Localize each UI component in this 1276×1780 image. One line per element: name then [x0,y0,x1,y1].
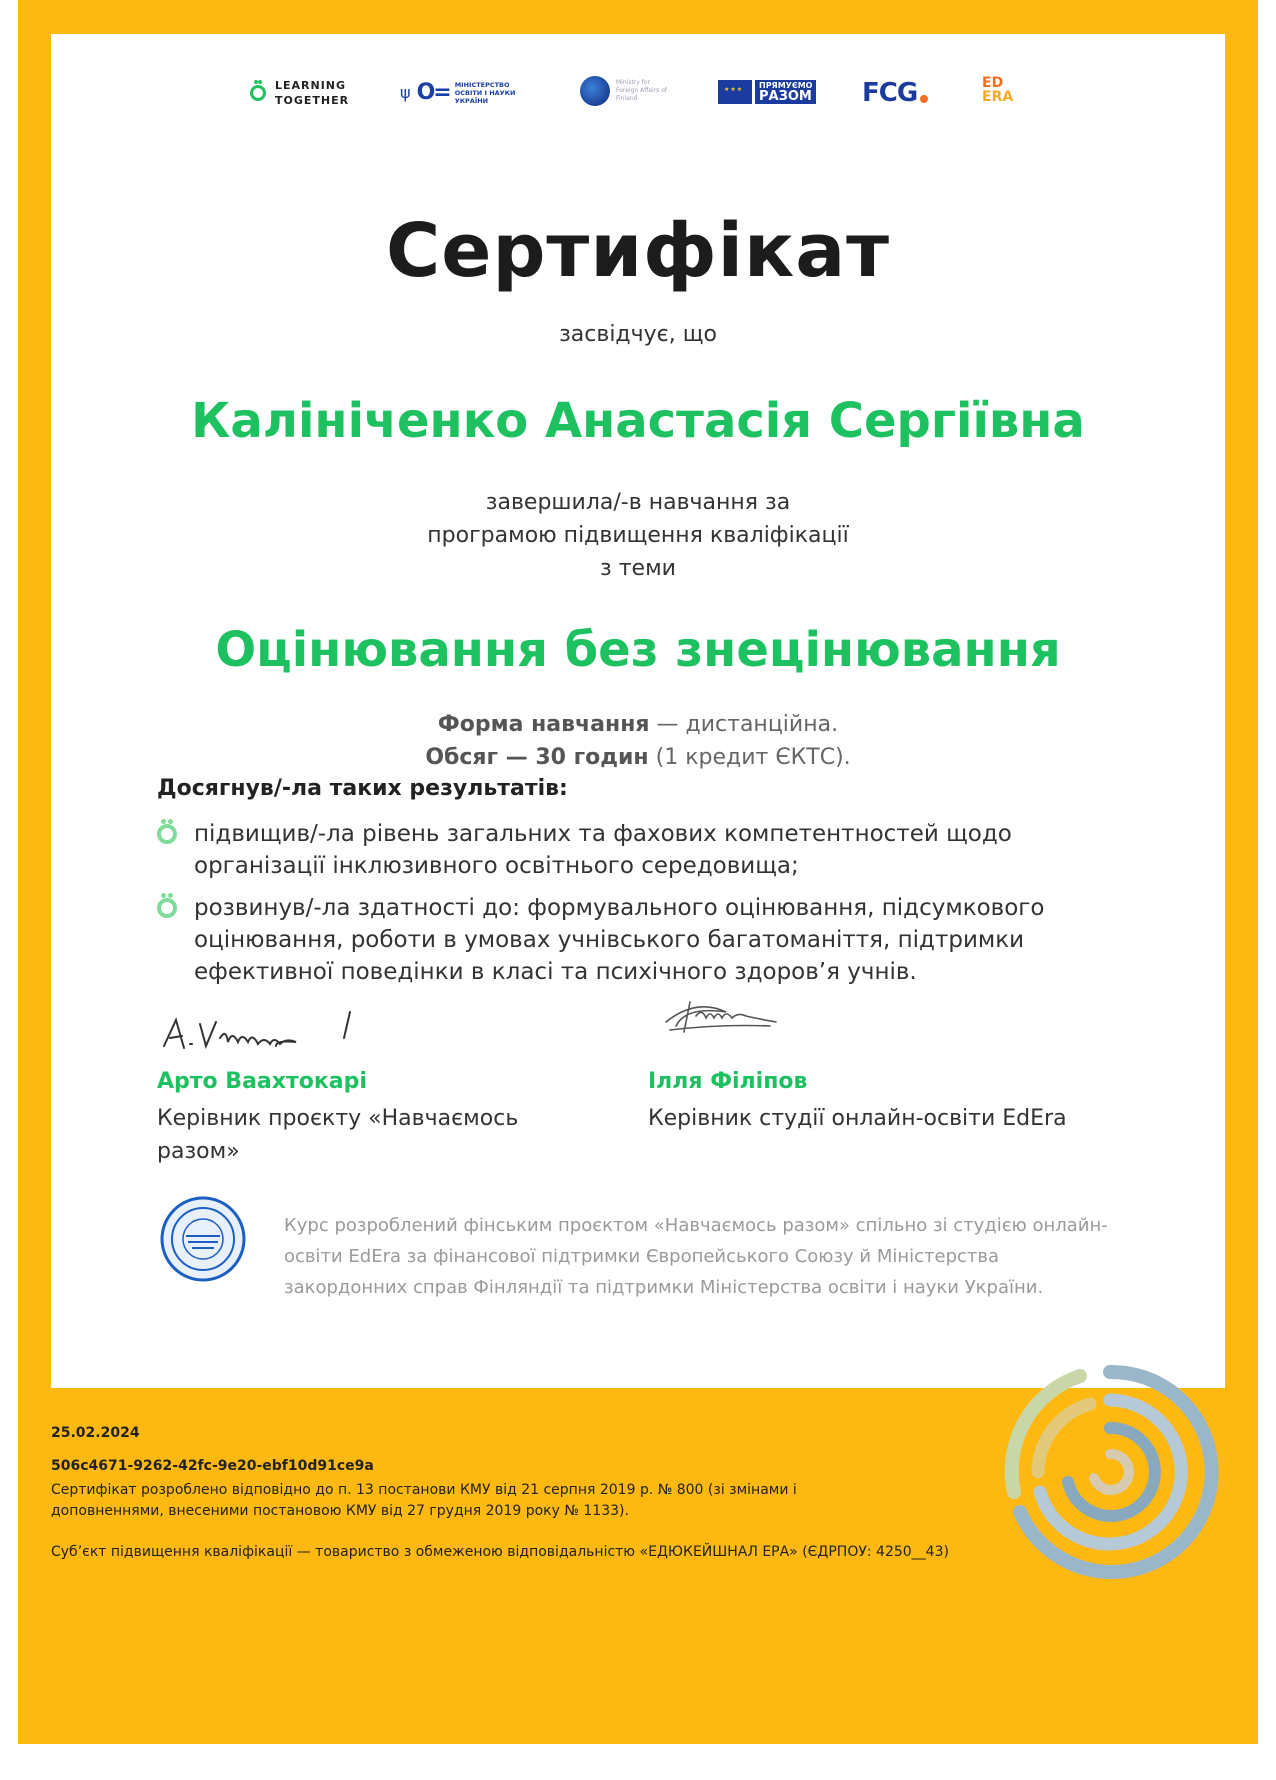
bullet-icon [157,824,177,844]
certificate-id: 506c4671-9262-42fc-9e20-ebf10d91ce9a [51,1458,374,1474]
partner-logos [0,70,1276,120]
learning-together-icon [250,85,266,101]
form-value: — дистанційна. [649,712,839,737]
completion-line: програмою підвищення кваліфікації [427,523,849,548]
official-stamp-icon [160,1196,246,1282]
logo-text: Ministry for Foreign Affairs of Finland [616,79,667,102]
logo-text: РАЗОМ [759,89,812,104]
pryamuemo-razom-logo [718,80,816,104]
signatory-name: Ілля Філіпов [648,1069,808,1094]
learning-together-logo [250,78,349,108]
logo-text: TOGETHER [275,94,350,107]
list-item [157,818,1117,882]
moe-mark-icon: O= [416,80,450,105]
signature-filipov [660,992,800,1042]
signatory-role: Керівник студії онлайн-освіти EdEra [648,1106,1067,1131]
provider-text: Суб’єкт підвищення кваліфікації — товариство з обмеженою відповідальністю «ЕДЮКЕЙШНАЛ ЕРА» (ЄДРПОУ: 4250__43) [51,1544,949,1560]
ministry-foreign-logo [580,76,672,106]
certifies-text: засвідчує, що [559,322,717,347]
study-form [0,708,1276,774]
completion-line: завершила/-в навчання за [485,490,791,515]
list-item [157,892,1117,988]
course-note: Курс розроблений фінським проєктом «Навчаємось разом» спільно зі студією онлайн-освіти EdEra за фінансової підтримки Європейського Союзу й Міністерства закордонних справ Фінляндії та підтримки Міністерства освіти і науки України. [284,1215,1108,1298]
certificate-date: 25.02.2024 [51,1425,140,1441]
globe-icon [580,76,610,106]
dot-icon [920,95,928,103]
form-label: Форма навчання [437,712,650,737]
bullet-icon [157,898,177,918]
spiral-decoration [990,1352,1230,1592]
logo-text: ПРЯМУЄМО [759,81,813,90]
logo-text: ED [982,75,1004,91]
achievements-list [157,818,1117,998]
signature-vaahtokari [160,1004,390,1064]
logo-text: FCG [862,78,918,108]
certificate-title: Сертифікат [385,208,891,294]
signatory-role: Керівник проєкту «Навчаємось разом» [157,1106,519,1164]
achievement-text: підвищив/-ла рівень загальних та фахових компетентностей щодо організації інклюзивного освітнього середовища; [194,821,1012,879]
signatory-name: Арто Ваахтокарі [157,1069,367,1094]
edera-logo [982,76,1013,104]
logo-text: МІНІСТЕРСТВО ОСВІТИ І НАУКИ УКРАЇНИ [454,80,516,105]
completion-text [0,486,1276,585]
eu-flag-icon [718,80,752,104]
tryzub-icon: ψ [400,83,411,102]
achievements-title: Досягнув/-ла таких результатів: [157,776,568,801]
logo-text: ERA [982,89,1014,105]
recipient-name: Калініченко Анастасія Сергіївна [191,393,1085,449]
volume-label: Обсяг — 30 годин [425,745,649,770]
logo-text: LEARNING [275,79,347,92]
course-title: Оцінювання без знецінювання [215,622,1061,678]
achievement-text: розвинув/-ла здатності до: формувального оцінювання, підсумкового оцінювання, роботи в умовах учнівського багатоманіття, підтримки ефективної поведінки в класі та психічного здоров’я учнів. [194,895,1045,985]
ministry-education-logo [400,80,517,105]
completion-line: з теми [600,556,676,581]
decree-text: Сертифікат розроблено відповідно до п. 13 постанови КМУ від 21 серпня 2019 р. № 800 (зі змінами і доповненнями, внесеними постановою КМУ від 27 грудня 2019 року № 1133). [51,1482,797,1519]
fcg-logo [862,78,928,108]
volume-value: (1 кредит ЄКТС). [648,745,851,770]
